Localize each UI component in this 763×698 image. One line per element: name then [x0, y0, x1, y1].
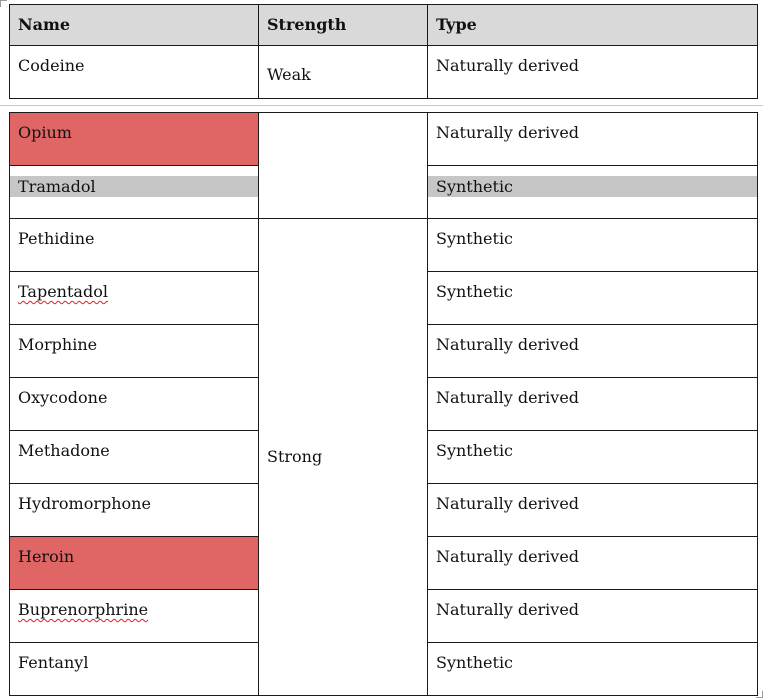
- table-row: [10, 113, 758, 166]
- drug-name: Morphine: [18, 335, 98, 354]
- header-strength: Strength: [267, 15, 347, 34]
- strength-value: Strong: [267, 447, 323, 466]
- drug-type: Naturally derived: [436, 56, 580, 75]
- header-name: Name: [18, 15, 71, 34]
- drug-name: Opium: [18, 123, 72, 142]
- drug-name: Methadone: [18, 441, 110, 460]
- type-cell[interactable]: [428, 166, 758, 219]
- drug-type: Naturally derived: [436, 123, 580, 142]
- page-corner-marker: [756, 691, 763, 698]
- opioid-table-strong: [9, 112, 758, 696]
- drug-name: Oxycodone: [18, 388, 108, 407]
- drug-type: Synthetic: [436, 653, 514, 672]
- header-type-cell[interactable]: [428, 5, 758, 46]
- name-cell[interactable]: [10, 325, 259, 378]
- drug-name: Buprenorphrine: [18, 600, 149, 619]
- type-cell[interactable]: [428, 590, 758, 643]
- drug-type: Naturally derived: [436, 547, 580, 566]
- drug-type: Synthetic: [436, 282, 514, 301]
- name-cell[interactable]: [10, 378, 259, 431]
- name-cell[interactable]: [10, 166, 259, 219]
- drug-type: Synthetic: [436, 441, 514, 460]
- drug-type: Synthetic: [436, 229, 514, 248]
- strength-cell-blank[interactable]: [259, 113, 428, 219]
- page-corner-marker: [0, 0, 7, 7]
- name-cell[interactable]: [10, 113, 259, 166]
- drug-type: Naturally derived: [436, 494, 580, 513]
- name-cell[interactable]: [10, 590, 259, 643]
- name-cell[interactable]: [10, 537, 259, 590]
- type-cell[interactable]: [428, 272, 758, 325]
- drug-type: Naturally derived: [436, 335, 580, 354]
- type-cell[interactable]: [428, 484, 758, 537]
- drug-name: Pethidine: [18, 229, 95, 248]
- drug-name: Codeine: [18, 56, 85, 75]
- drug-type: Synthetic: [428, 176, 757, 197]
- type-cell[interactable]: [428, 431, 758, 484]
- drug-name: Heroin: [18, 547, 75, 566]
- strength-value: Weak: [267, 65, 311, 84]
- type-cell[interactable]: [428, 325, 758, 378]
- table-row: [10, 219, 758, 272]
- type-cell[interactable]: [428, 219, 758, 272]
- type-cell[interactable]: [428, 378, 758, 431]
- header-name-cell[interactable]: [10, 5, 259, 46]
- table-row: [10, 46, 758, 99]
- header-strength-cell[interactable]: [259, 5, 428, 46]
- strength-cell[interactable]: [259, 46, 428, 99]
- name-cell[interactable]: [10, 484, 259, 537]
- table-separator: [0, 105, 763, 106]
- drug-name: Hydromorphone: [18, 494, 151, 513]
- name-cell[interactable]: [10, 219, 259, 272]
- name-cell[interactable]: [10, 643, 259, 696]
- type-cell[interactable]: [428, 113, 758, 166]
- name-cell[interactable]: [10, 272, 259, 325]
- type-cell[interactable]: [428, 537, 758, 590]
- drug-type: Naturally derived: [436, 600, 580, 619]
- header-type: Type: [436, 15, 477, 34]
- type-cell[interactable]: [428, 46, 758, 99]
- type-cell[interactable]: [428, 643, 758, 696]
- name-cell[interactable]: [10, 46, 259, 99]
- header-row: [10, 5, 758, 46]
- drug-type: Naturally derived: [436, 388, 580, 407]
- drug-name: Fentanyl: [18, 653, 89, 672]
- strength-cell[interactable]: [259, 219, 428, 696]
- opioid-table-top: [9, 4, 758, 99]
- drug-name: Tramadol: [10, 176, 258, 197]
- name-cell[interactable]: [10, 431, 259, 484]
- drug-name: Tapentadol: [18, 282, 108, 301]
